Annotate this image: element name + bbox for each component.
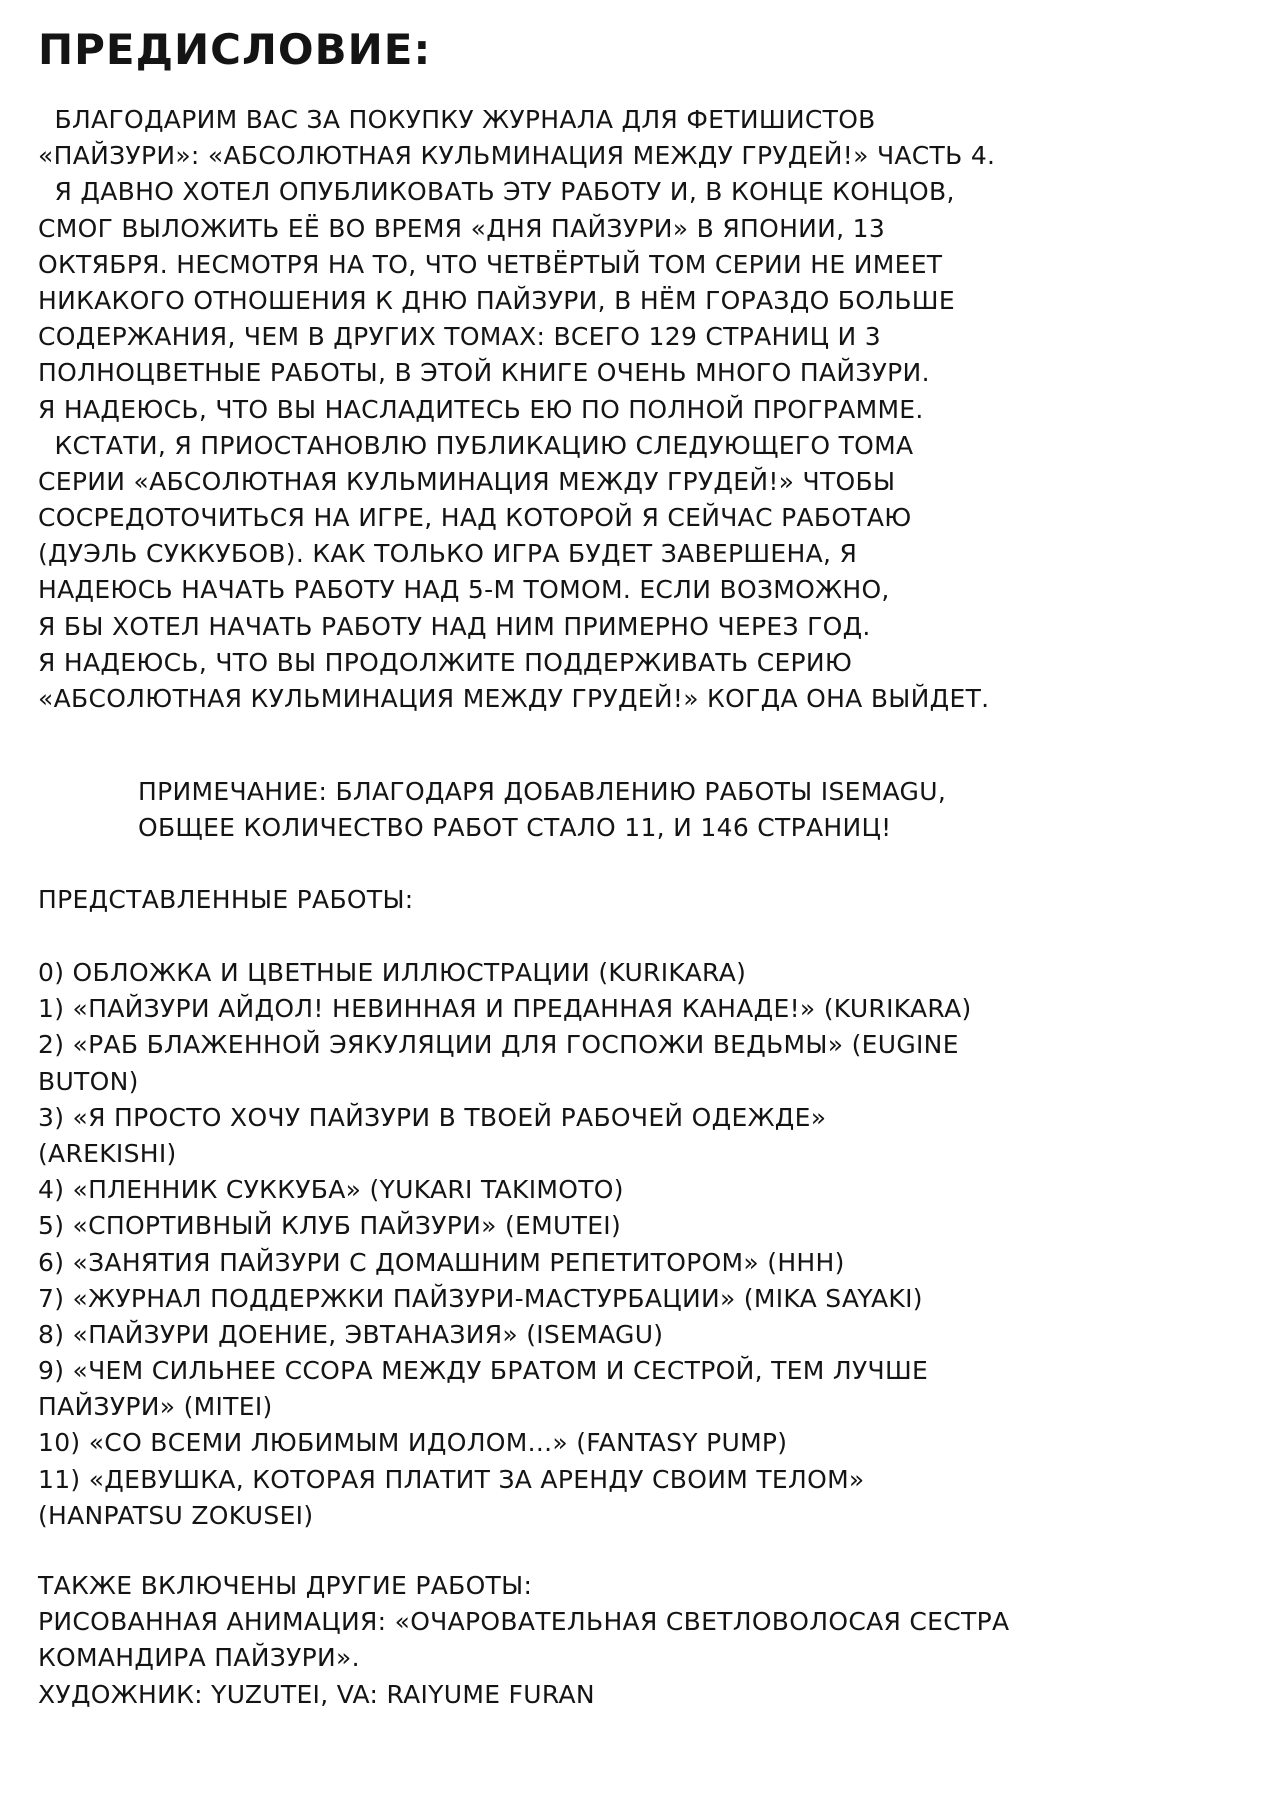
text-line: (HANPATSU ZOKUSEI) xyxy=(38,1500,314,1530)
text-line: 10) «СО ВСЕМИ ЛЮБИМЫМ ИДОЛОМ...» (FANTASY PUMP) xyxy=(38,1428,788,1458)
text-line: ТАКЖЕ ВКЛЮЧЕНЫ ДРУГИЕ РАБОТЫ: xyxy=(38,1571,533,1600)
text-line: 1) «ПАЙЗУРИ АЙДОЛ! НЕВИННАЯ И ПРЕДАННАЯ КАНАДЕ!» (KURIKARA) xyxy=(38,994,972,1024)
text-line: ХУДОЖНИК: YUZUTEI, VA: RAIYUME FURAN xyxy=(38,1679,595,1709)
text-line: КОМАНДИРА ПАЙЗУРИ». xyxy=(38,1643,360,1673)
text-line: НИКАКОГО ОТНОШЕНИЯ К ДНЮ ПАЙЗУРИ, В НЁМ ГОРАЗДО БОЛЬШЕ xyxy=(38,285,955,315)
text-line: СЕРИИ «АБСОЛЮТНАЯ КУЛЬМИНАЦИЯ МЕЖДУ ГРУДЕЙ!» ЧТОБЫ xyxy=(38,466,896,496)
text-line: (AREKISHI) xyxy=(38,1138,177,1168)
text-line: ПОЛНОЦВЕТНЫЕ РАБОТЫ, В ЭТОЙ КНИГЕ ОЧЕНЬ МНОГО ПАЙЗУРИ. xyxy=(38,358,930,388)
text-line: 6) «ЗАНЯТИЯ ПАЙЗУРИ С ДОМАШНИМ РЕПЕТИТОРОМ» (HHH) xyxy=(38,1247,845,1277)
text-line: 0) ОБЛОЖКА И ЦВЕТНЫЕ ИЛЛЮСТРАЦИИ (KURIKARA) xyxy=(38,958,747,987)
text-line: Я НАДЕЮСЬ, ЧТО ВЫ НАСЛАДИТЕСЬ ЕЮ ПО ПОЛНОЙ ПРОГРАММЕ. xyxy=(38,394,924,424)
text-line: КСТАТИ, Я ПРИОСТАНОВЛЮ ПУБЛИКАЦИЮ СЛЕДУЮЩЕГО ТОМА xyxy=(38,430,914,460)
works-heading xyxy=(38,882,414,918)
page-title: ПРЕДИСЛОВИЕ: xyxy=(38,25,432,74)
other-works-text xyxy=(38,1568,1009,1713)
text-line: СОДЕРЖАНИЯ, ЧЕМ В ДРУГИХ ТОМАХ: ВСЕГО 129 СТРАНИЦ И 3 xyxy=(38,322,882,352)
text-line: Я БЫ ХОТЕЛ НАЧАТЬ РАБОТУ НАД НИМ ПРИМЕРНО ЧЕРЕЗ ГОД. xyxy=(38,611,871,641)
works-list xyxy=(38,955,972,1534)
text-line: «АБСОЛЮТНАЯ КУЛЬМИНАЦИЯ МЕЖДУ ГРУДЕЙ!» КОГДА ОНА ВЫЙДЕТ. xyxy=(38,684,990,713)
text-line: 3) «Я ПРОСТО ХОЧУ ПАЙЗУРИ В ТВОЕЙ РАБОЧЕЙ ОДЕЖДЕ» xyxy=(38,1102,827,1132)
works-heading-line: ПРЕДСТАВЛЕННЫЕ РАБОТЫ: xyxy=(38,885,414,914)
text-line: 11) «ДЕВУШКА, КОТОРАЯ ПЛАТИТ ЗА АРЕНДУ СВОИМ ТЕЛОМ» xyxy=(38,1464,865,1494)
text-line: 9) «ЧЕМ СИЛЬНЕЕ ССОРА МЕЖДУ БРАТОМ И СЕСТРОЙ, ТЕМ ЛУЧШЕ xyxy=(38,1356,929,1386)
text-line: 2) «РАБ БЛАЖЕННОЙ ЭЯКУЛЯЦИИ ДЛЯ ГОСПОЖИ ВЕДЬМЫ» (EUGINE xyxy=(38,1030,959,1060)
text-line: «ПАЙЗУРИ»: «АБСОЛЮТНАЯ КУЛЬМИНАЦИЯ МЕЖДУ ГРУДЕЙ!» ЧАСТЬ 4. xyxy=(38,141,996,171)
text-line: Я ДАВНО ХОТЕЛ ОПУБЛИКОВАТЬ ЭТУ РАБОТУ И, В КОНЦЕ КОНЦОВ, xyxy=(38,177,955,207)
text-line: ПАЙЗУРИ» (MITEI) xyxy=(38,1392,273,1422)
text-line: ПРИМЕЧАНИЕ: БЛАГОДАРЯ ДОБАВЛЕНИЮ РАБОТЫ ISEMAGU, xyxy=(138,777,947,806)
text-line: (ДУЭЛЬ СУККУБОВ). КАК ТОЛЬКО ИГРА БУДЕТ ЗАВЕРШЕНА, Я xyxy=(38,539,858,569)
text-line: 8) «ПАЙЗУРИ ДОЕНИЕ, ЭВТАНАЗИЯ» (ISEMAGU) xyxy=(38,1319,664,1349)
text-line: Я НАДЕЮСЬ, ЧТО ВЫ ПРОДОЛЖИТЕ ПОДДЕРЖИВАТЬ СЕРИЮ xyxy=(38,647,853,677)
text-line: БЛАГОДАРИМ ВАС ЗА ПОКУПКУ ЖУРНАЛА ДЛЯ ФЕТИШИСТОВ xyxy=(38,105,876,134)
text-line: BUTON) xyxy=(38,1066,139,1096)
text-line: ОБЩЕЕ КОЛИЧЕСТВО РАБОТ СТАЛО 11, И 146 СТРАНИЦ! xyxy=(138,813,892,843)
text-line: 5) «СПОРТИВНЫЙ КЛУБ ПАЙЗУРИ» (EMUTEI) xyxy=(38,1211,622,1241)
preface-text xyxy=(38,102,995,717)
text-line: РИСОВАННАЯ АНИМАЦИЯ: «ОЧАРОВАТЕЛЬНАЯ СВЕТЛОВОЛОСАЯ СЕСТРА xyxy=(38,1607,1010,1637)
text-line: СМОГ ВЫЛОЖИТЬ ЕЁ ВО ВРЕМЯ «ДНЯ ПАЙЗУРИ» В ЯПОНИИ, 13 xyxy=(38,213,886,243)
note-text xyxy=(138,774,946,846)
text-line: СОСРЕДОТОЧИТЬСЯ НА ИГРЕ, НАД КОТОРОЙ Я СЕЙЧАС РАБОТАЮ xyxy=(38,503,912,533)
text-line: НАДЕЮСЬ НАЧАТЬ РАБОТУ НАД 5-М ТОМОМ. ЕСЛИ ВОЗМОЖНО, xyxy=(38,575,890,605)
text-line: ОКТЯБРЯ. НЕСМОТРЯ НА ТО, ЧТО ЧЕТВЁРТЫЙ ТОМ СЕРИИ НЕ ИМЕЕТ xyxy=(38,249,943,279)
text-line: 7) «ЖУРНАЛ ПОДДЕРЖКИ ПАЙЗУРИ-МАСТУРБАЦИИ» (MIKA SAYAKI) xyxy=(38,1283,923,1313)
text-line: 4) «ПЛЕННИК СУККУБА» (YUKARI TAKIMOTO) xyxy=(38,1175,624,1205)
